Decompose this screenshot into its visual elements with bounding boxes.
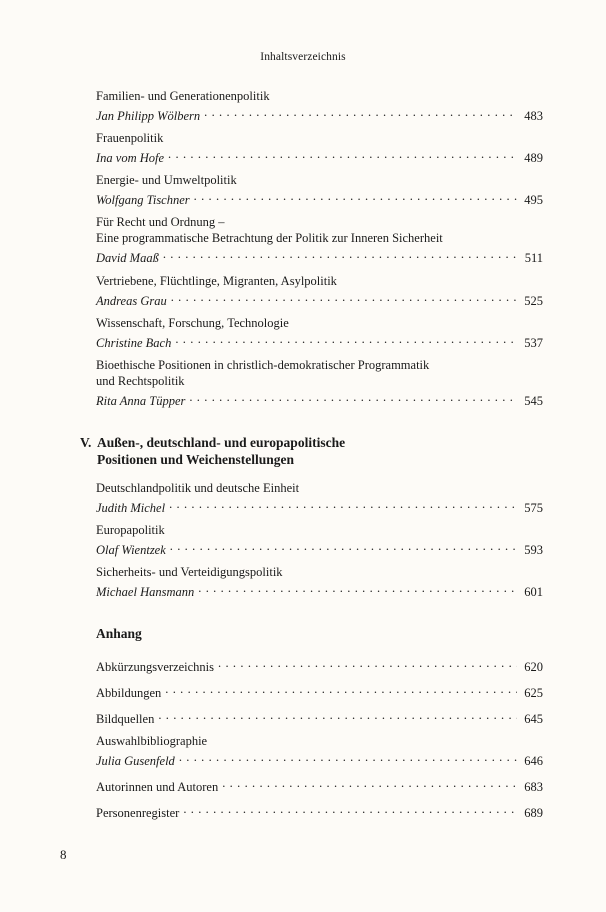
- toc-entry-author: Andreas Grau: [96, 294, 167, 308]
- toc-entry-row: [96, 681, 543, 701]
- toc-entry-page: 537: [524, 336, 543, 350]
- toc-entry-author-row: [96, 146, 543, 166]
- section-number: V.: [80, 435, 92, 450]
- toc-entry[interactable]: [96, 214, 543, 266]
- toc-entry[interactable]: [96, 522, 543, 558]
- toc-entry[interactable]: [96, 172, 543, 208]
- toc-entry-author: Michael Hansmann: [96, 585, 195, 599]
- toc-entry-author-row: [96, 188, 543, 208]
- toc-entry-row: [96, 775, 543, 795]
- anhang-heading: Anhang: [96, 626, 142, 641]
- toc-entry-author-row: [96, 289, 543, 309]
- toc-entry[interactable]: [96, 88, 543, 124]
- toc-entry-author: Ina vom Hofe: [96, 151, 165, 165]
- toc-entry-title: Bioethische Positionen in christlich-demokratischer Programmatik: [96, 358, 430, 372]
- dot-leader: [189, 389, 517, 405]
- toc-entry-page: 575: [524, 501, 543, 515]
- dot-leader: [194, 188, 517, 204]
- toc-entry-author-row: [96, 538, 543, 558]
- toc-entry-page: 601: [524, 585, 543, 599]
- toc-entry-page: 646: [524, 754, 543, 768]
- toc-entry[interactable]: [96, 564, 543, 600]
- section-heading: [80, 434, 345, 468]
- dot-leader: [204, 104, 517, 120]
- dot-leader: [175, 331, 517, 347]
- toc-entry-title: Bildquellen: [96, 712, 155, 726]
- toc-entry[interactable]: [96, 681, 543, 701]
- toc-entry-page: 689: [524, 806, 543, 820]
- toc-entry-title: Auswahlbibliographie: [96, 734, 208, 748]
- toc-entry-title: Europapolitik: [96, 523, 165, 537]
- toc-entry-page: 620: [524, 660, 543, 674]
- toc-entry[interactable]: [96, 801, 543, 821]
- toc-entry-page: 525: [524, 294, 543, 308]
- toc-entry-page: 483: [524, 109, 543, 123]
- toc-entry-page: 683: [524, 780, 543, 794]
- toc-entry[interactable]: [96, 273, 543, 309]
- dot-leader: [163, 246, 517, 262]
- toc-entry-title: Frauenpolitik: [96, 131, 164, 145]
- toc-entry-title: Energie- und Umweltpolitik: [96, 173, 237, 187]
- toc-entry-author: Judith Michel: [96, 501, 166, 515]
- toc-entry-row: [96, 655, 543, 675]
- toc-entry-title: Für Recht und Ordnung –: [96, 215, 225, 229]
- toc-entry-page: 645: [524, 712, 543, 726]
- toc-entry-author-row: [96, 749, 543, 769]
- toc-entry-author: Julia Gusenfeld: [96, 754, 175, 768]
- toc-entry-page: 625: [524, 686, 543, 700]
- toc-entry-author-row: [96, 389, 543, 409]
- toc-entry-author-row: [96, 246, 543, 266]
- toc-entry-page: 545: [524, 394, 543, 408]
- toc-entry-title: Wissenschaft, Forschung, Technologie: [96, 316, 289, 330]
- toc-entry-title: Autorinnen und Autoren: [96, 780, 219, 794]
- dot-leader: [179, 749, 517, 765]
- section-title-line1: Außen-, deutschland- und europapolitische: [97, 435, 346, 450]
- section-title-line2: Positionen und Weichenstellungen: [97, 452, 295, 467]
- dot-leader: [158, 707, 517, 723]
- dot-leader: [218, 655, 517, 671]
- toc-entry-page: 511: [524, 251, 543, 265]
- toc-entry-author: Rita Anna Tüpper: [96, 394, 186, 408]
- toc-entry-title: Familien- und Generationenpolitik: [96, 89, 270, 103]
- toc-entry[interactable]: [96, 655, 543, 675]
- dot-leader: [198, 580, 517, 596]
- toc-entry[interactable]: [96, 130, 543, 166]
- toc-entry-page: 495: [524, 193, 543, 207]
- dot-leader: [168, 146, 517, 162]
- toc-entry[interactable]: [96, 315, 543, 351]
- toc-entry-page: 489: [524, 151, 543, 165]
- toc-entry-author: Jan Philipp Wölbern: [96, 109, 201, 123]
- toc-entry-author: David Maaß: [96, 251, 159, 265]
- page-number: 8: [60, 847, 67, 862]
- toc-entry-title: Sicherheits- und Verteidigungspolitik: [96, 565, 283, 579]
- toc-entry-row: [96, 801, 543, 821]
- toc-entry-title: Vertriebene, Flüchtlinge, Migranten, Asylpolitik: [96, 274, 337, 288]
- dot-leader: [183, 801, 517, 817]
- toc-entry-author-row: [96, 496, 543, 516]
- toc-entry-title: Deutschlandpolitik und deutsche Einheit: [96, 481, 300, 495]
- toc-entry-row: [96, 707, 543, 727]
- toc-entry-author: Olaf Wientzek: [96, 543, 166, 557]
- toc-entry-author: Christine Bach: [96, 336, 172, 350]
- toc-entry-title: Personenregister: [96, 806, 180, 820]
- toc-entry[interactable]: [96, 480, 543, 516]
- toc-entry-author-row: [96, 104, 543, 124]
- dot-leader: [170, 538, 517, 554]
- dot-leader: [222, 775, 517, 791]
- toc-entry[interactable]: [96, 357, 543, 409]
- toc-entry[interactable]: [96, 707, 543, 727]
- toc-entry[interactable]: [96, 775, 543, 795]
- toc-entry-author: Wolfgang Tischner: [96, 193, 190, 207]
- toc-entry-author-row: [96, 331, 543, 351]
- page-header-title: Inhaltsverzeichnis: [260, 51, 346, 63]
- toc-entry[interactable]: [96, 733, 543, 769]
- dot-leader: [171, 289, 517, 305]
- dot-leader: [165, 681, 517, 697]
- toc-entry-title-line2: und Rechtspolitik: [96, 374, 185, 388]
- dot-leader: [169, 496, 517, 512]
- toc-entry-author-row: [96, 580, 543, 600]
- toc-entry-page: 593: [524, 543, 543, 557]
- toc-entry-title: Abbildungen: [96, 686, 162, 700]
- toc-entry-title: Abkürzungsverzeichnis: [96, 660, 215, 674]
- toc-entry-title-line2: Eine programmatische Betrachtung der Politik zur Inneren Sicherheit: [96, 231, 443, 245]
